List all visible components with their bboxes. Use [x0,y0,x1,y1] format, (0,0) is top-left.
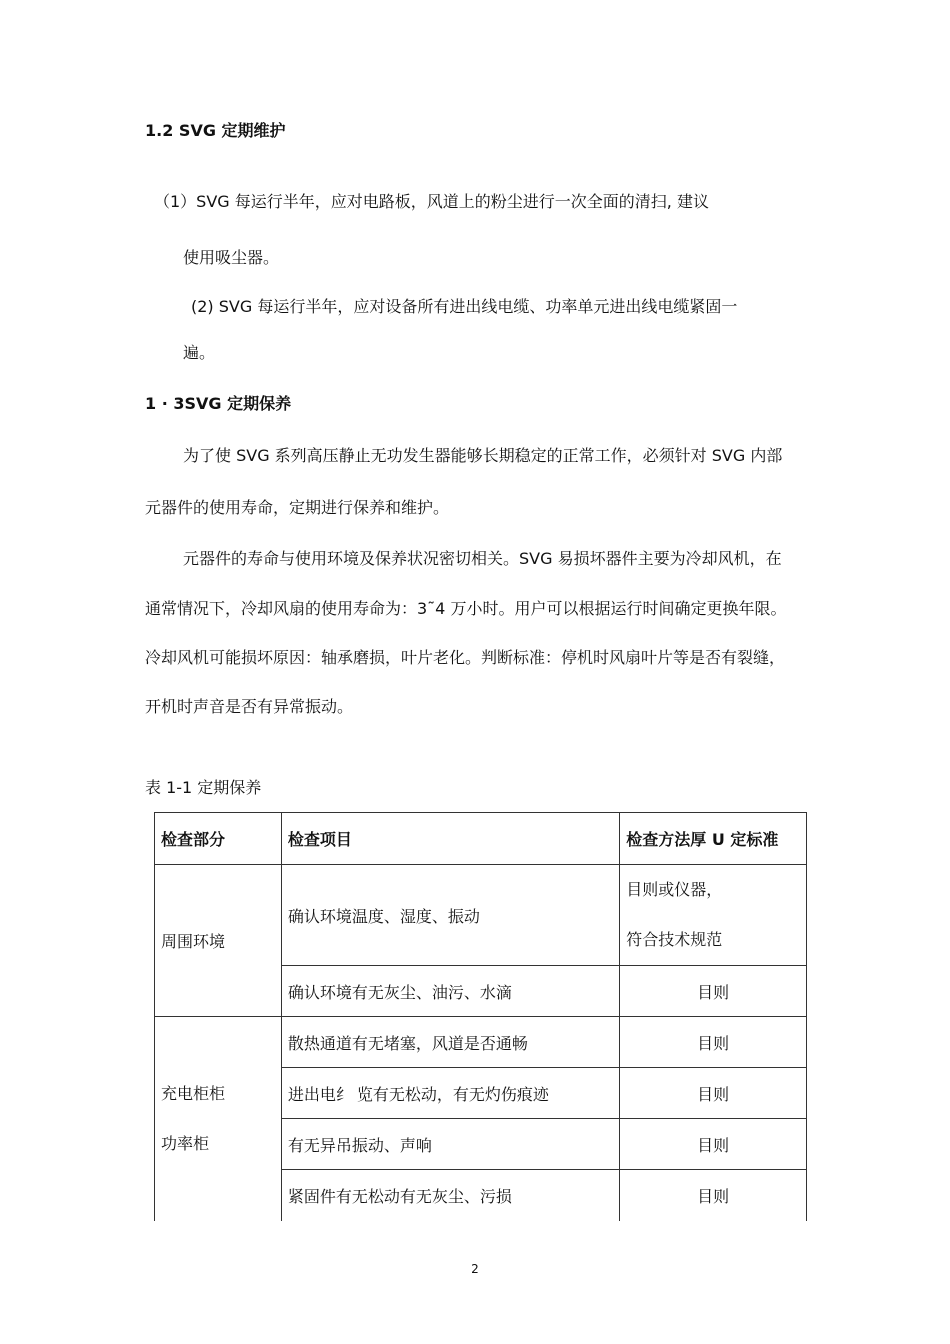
para2-line2: 通常情况下，冷却风扇的使用寿命为：3˜4 万小时。用户可以根据运行时间确定更换年限。 [145,599,787,618]
check-item-cell: 进出电纟 览有无松动，有无灼伤痕迹 [281,1068,619,1119]
table-row [155,865,807,966]
check-part-label: 充电柜柜 [161,1083,226,1103]
check-method-cell: 目则 [620,1170,807,1221]
table-header-cell: 检查方法厚 U 定标准 [620,813,807,865]
item1-line2: 使用吸尘器。 [183,248,280,267]
table-row [155,1017,807,1068]
check-part-cell [155,1017,282,1221]
para2-line4: 开机时声音是否有异常振动。 [145,697,354,716]
para1-line2: 元器件的使用寿命，定期进行保养和维护。 [145,498,450,517]
check-method-line: 目则或仪器， [626,880,723,899]
section-heading-1-3: 1 · 3SVG 定期保养 [145,394,292,413]
para2-line1: 元器件的寿命与使用环境及保养状况密切相关。SVG 易损坏器件主要为冷却风机，在 [183,549,782,568]
check-method-cell: 目则 [620,1068,807,1119]
table-caption: 表 1-1 定期保养 [145,778,262,797]
item2-line1: (2) SVG 每运行半年，应对设备所有进出线电缆、功率单元进出线电缆紧固一 [191,297,738,316]
table-header-cell: 检查部分 [155,813,282,865]
check-item-cell: 确认环境有无灰尘、油污、水滴 [281,966,619,1017]
check-item-cell: 散热通道有无堵塞，风道是否通畅 [281,1017,619,1068]
section-heading-1-2: 1.2 SVG 定期维护 [145,121,286,140]
table-header-cell: 检查项目 [281,813,619,865]
check-item-cell: 确认环境温度、湿度、振动 [281,865,619,966]
check-part-label: 功率柜 [161,1133,210,1153]
maintenance-table [154,812,807,1221]
check-method-cell: 目则 [620,1119,807,1170]
page-number: 2 [471,1262,479,1276]
para1-line1: 为了使 SVG 系列高压静止无功发生器能够长期稳定的正常工作，必须针对 SVG 内部 [183,446,783,465]
item2-line2: 遍。 [183,343,216,362]
check-method-cell [620,865,807,966]
item1-line1: （1）SVG 每运行半年，应对电路板，风道上的粉尘进行一次全面的清扫, 建议 [154,192,709,211]
check-method-cell: 目则 [620,1017,807,1068]
para2-line3: 冷却风机可能损坏原因：轴承磨损，叶片老化。判断标准：停机时风扇叶片等是否有裂缝， [145,648,786,667]
check-part-cell [155,865,282,1017]
check-item-cell: 有无异吊振动、声响 [281,1119,619,1170]
check-method-cell: 目则 [620,966,807,1017]
check-method-line: 符合技术规范 [626,930,723,949]
check-item-cell: 紧固件有无松动有无灰尘、污损 [281,1170,619,1221]
check-part-label: 周围环境 [161,932,226,951]
